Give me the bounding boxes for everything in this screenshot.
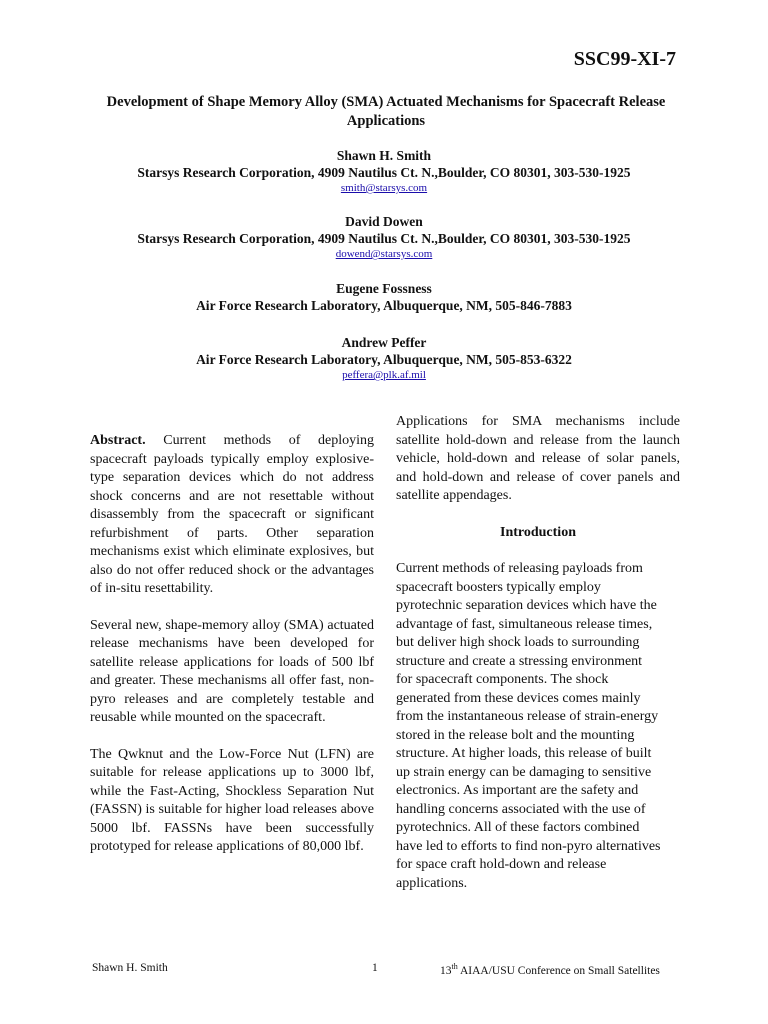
author-block-4 [60,334,708,383]
intro-line: but deliver high shock loads to surrounding [396,635,640,650]
intro-line: from the instantaneous release of strain-energy [396,709,659,724]
author-affiliation: Starsys Research Corporation, 4909 Nautilus Ct. N.,Boulder, CO 80301, 303-530-1925 [137,165,631,180]
intro-line: generated from these devices comes mainly [396,690,641,706]
introduction-heading: Introduction [500,524,576,540]
body-paragraph-3: The Qwknut and the Low-Force Nut (LFN) are suitable for release applications up to 3000 lbf, while the Fast-Acting, Shockless Separation Nut (FASSN) is suitable for higher load releases above 5000 lbf. FASSNs have been successfully prototyped for release applications of 80,000 lbf. [90,746,374,854]
body-paragraph-2: Several new, shape-memory alloy (SMA) actuated release mechanisms have been developed for satellite release applications for loads of 500 lbf and greater. These mechanisms all offer fast, non-pyro releases and are completely testable and reusable while mounted on the spacecraft. [90,617,374,725]
author-block-3 [60,280,708,314]
author-block-2 [60,213,708,262]
intro-line: for space craft hold-down and release [396,857,607,872]
author-email-link[interactable]: peffera@plk.af.mil [342,369,426,381]
conference-number: 13 [440,964,452,977]
author-email-link[interactable]: dowend@starsys.com [335,248,433,260]
author-affiliation: Air Force Research Laboratory, Albuquerque, NM, 505-853-6322 [196,352,572,367]
paper-id: SSC99-XI-7 [573,48,676,70]
abstract-text: Current methods of deploying spacecraft payloads typically employ explosive-type separation devices which do not address shock concerns and are not resettable without disassembly from the spacecraft or significant refurbishment of parts. Other separation mechanisms exist which eliminate explosives, but also do not offer reduced shock or the advantages of in-situ resettability. [90,433,374,596]
abstract-paragraph [90,432,374,599]
author-name: Andrew Peffer [341,335,427,350]
conference-name: AIAA/USU Conference on Small Satellites [457,964,660,977]
intro-line: for spacecraft components. The shock [396,672,609,687]
applications-paragraph: Applications for SMA mechanisms include satellite hold-down and release from the launch vehicle, hold-down and release of solar panels, and hold-down and release of cover panels and satellite appendages. [396,414,680,503]
intro-line: spacecraft boosters typically employ [396,579,601,595]
abstract-label: Abstract. [90,433,146,448]
intro-line: have led to efforts to find non-pyro alternatives [396,838,661,854]
introduction-paragraph [396,560,680,893]
footer-author: Shawn H. Smith [92,962,168,974]
author-name: Shawn H. Smith [336,148,432,163]
intro-line: advantage of fast, simultaneous release times, [396,616,653,632]
right-column [396,413,680,893]
paper-title [80,93,692,131]
intro-line: electronics. As important are the safety and [396,783,639,798]
author-block-1 [60,147,708,196]
title-line-2: Applications [346,113,426,129]
intro-line: Current methods of releasing payloads from [396,561,643,576]
intro-line: structure. At higher loads, this release of built [396,746,652,761]
author-name: Eugene Fossness [336,281,432,296]
intro-line: structure and create a stressing environment [396,653,643,669]
intro-line: pyrotechnic separation devices which have the [396,598,657,613]
left-column [90,432,374,875]
intro-line: pyrotechnics. All of these factors combined [396,820,640,835]
intro-line: stored in the release bolt and the mounting [396,727,635,743]
intro-line: applications. [396,875,468,891]
author-email-link[interactable]: smith@starsys.com [340,182,428,194]
title-line-1: Development of Shape Memory Alloy (SMA) Actuated Mechanisms for Spacecraft Release [106,94,666,110]
author-affiliation: Starsys Research Corporation, 4909 Nautilus Ct. N.,Boulder, CO 80301, 303-530-1925 [137,231,631,246]
footer-page-number: 1 [372,962,378,974]
intro-line: up strain energy can be damaging to sensitive [396,764,652,780]
intro-line: handling concerns associated with the use of [396,801,646,817]
author-name: David Dowen [345,214,423,229]
author-affiliation: Air Force Research Laboratory, Albuquerque, NM, 505-846-7883 [196,298,572,313]
conference-ordinal: th [451,962,458,971]
footer-conference [440,962,660,977]
